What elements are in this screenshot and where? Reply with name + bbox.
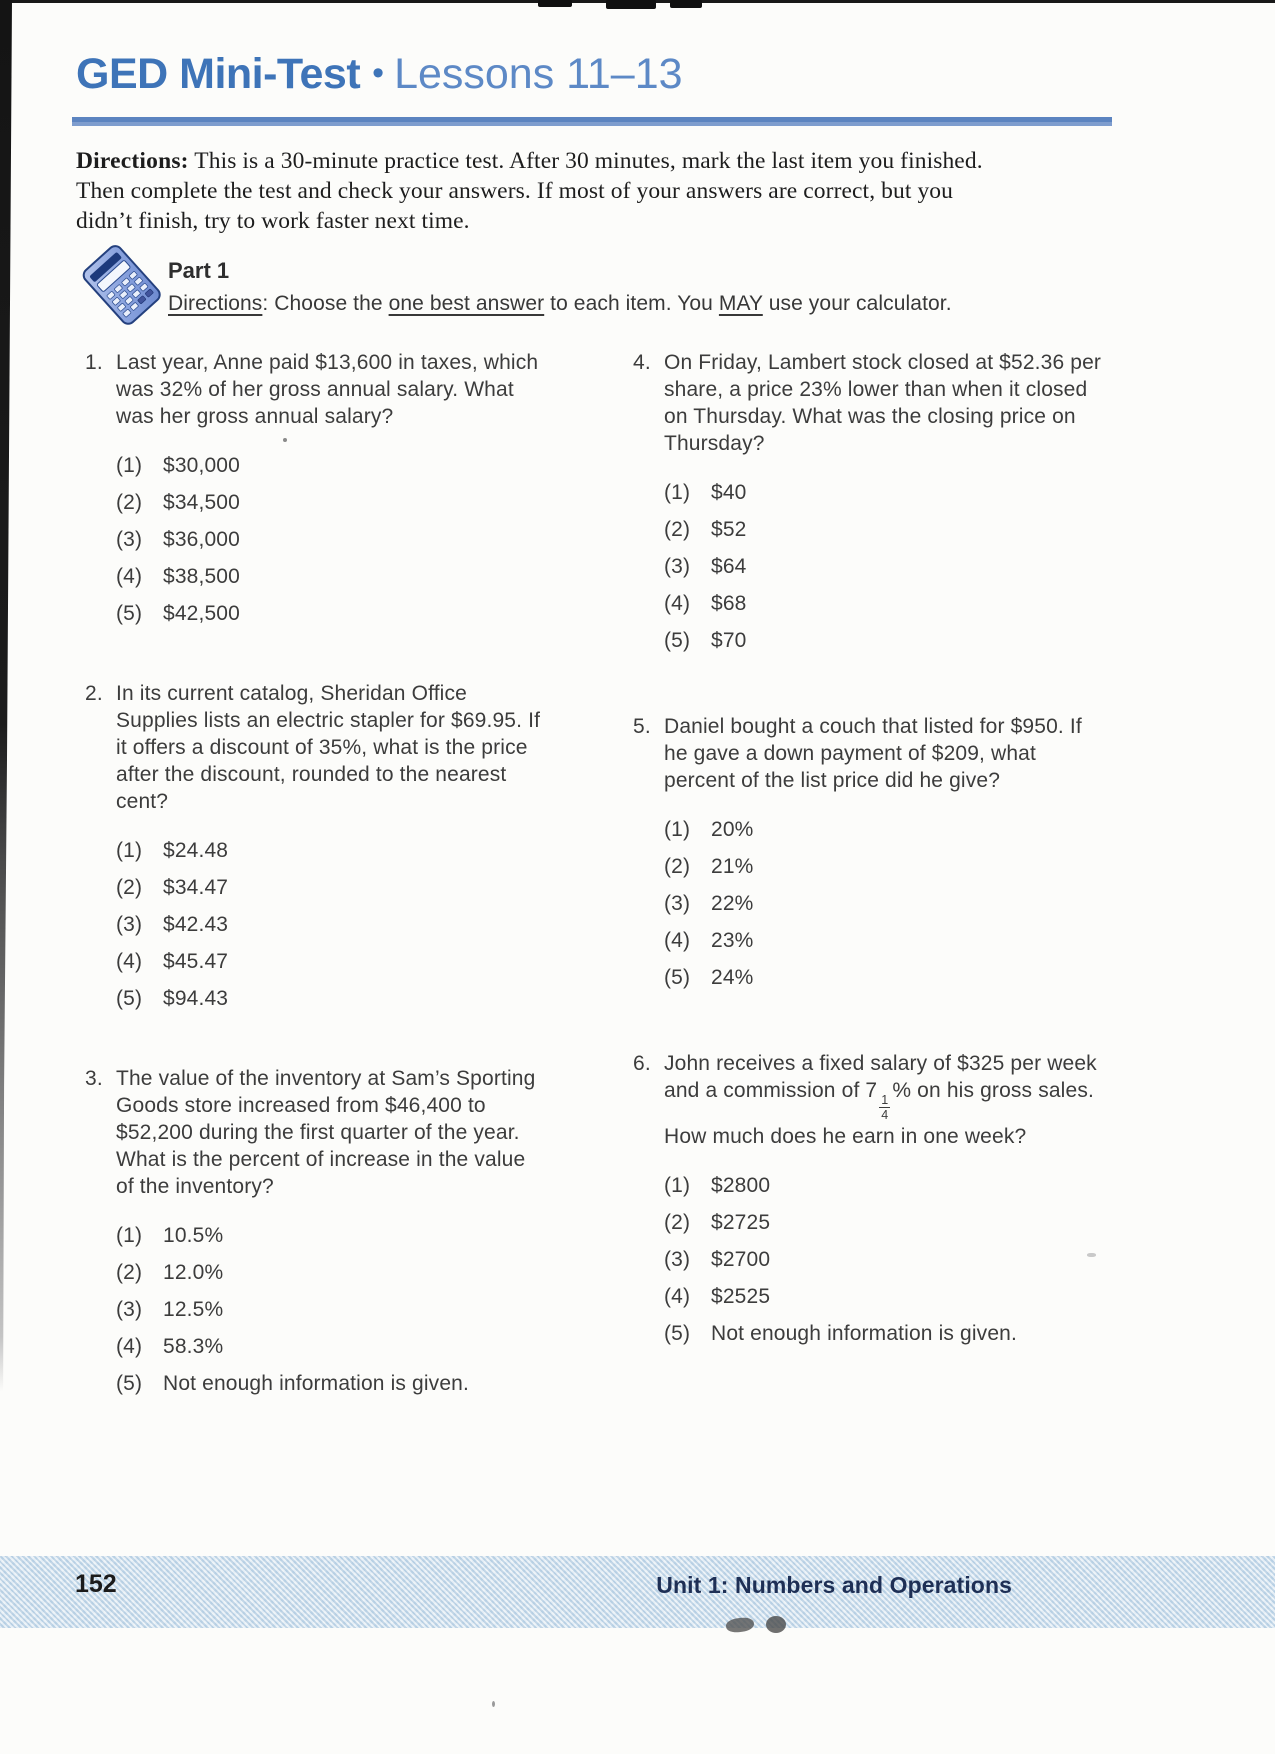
fraction-denominator: 4 <box>881 1108 889 1123</box>
question-text <box>116 349 538 430</box>
question-text <box>116 680 540 815</box>
question-line: cent? <box>116 790 169 813</box>
underlined-text: one best answer <box>388 292 545 315</box>
question-line: The value of the inventory at Sam’s Sporting <box>116 1067 536 1090</box>
option-row <box>116 1296 563 1323</box>
option-text: Not enough information is given. <box>711 1321 1017 1345</box>
footer-band <box>0 1556 1275 1628</box>
plain-text: to each item. You <box>544 292 719 315</box>
option-row <box>116 600 563 627</box>
question-row <box>85 349 563 430</box>
questions-column-right <box>633 349 1125 1406</box>
question-item <box>85 1065 563 1397</box>
options-list <box>85 1222 563 1397</box>
scan-artifact-blob <box>538 0 572 7</box>
option-text: 12.0% <box>163 1261 224 1284</box>
part1-directions <box>168 292 952 316</box>
option-row <box>116 1259 563 1286</box>
option-label: (2) <box>664 518 691 541</box>
question-line: was her gross annual salary? <box>116 405 394 428</box>
question-row <box>85 680 563 815</box>
option-text: $94.43 <box>163 987 229 1010</box>
page-title-main: GED Mini-Test <box>76 50 361 98</box>
directions-line: Directions: This is a 30-minute practice test. After 30 minutes, mark the last item you finished. <box>76 148 983 174</box>
option-row <box>116 452 563 479</box>
directions-line: Then complete the test and check your answers. If most of your answers are correct, but you <box>76 178 953 204</box>
question-number: 1. <box>85 351 103 374</box>
option-label: (1) <box>116 454 143 477</box>
option-text: $34,500 <box>163 491 240 514</box>
title-double-rule <box>72 117 1112 126</box>
question-row <box>633 349 1125 457</box>
page-number: 152 <box>75 1570 117 1598</box>
fraction-numerator: 1 <box>881 1093 889 1107</box>
option-text: 12.5% <box>163 1298 224 1321</box>
question-line: of the inventory? <box>116 1175 274 1198</box>
option-row <box>664 590 1125 617</box>
option-label: (4) <box>116 950 143 973</box>
fraction-prefix: and a commission of 7 <box>664 1079 878 1102</box>
option-text: 20% <box>711 818 754 841</box>
unit-title: Unit 1: Numbers and Operations <box>656 1572 1012 1598</box>
options-list <box>85 837 563 1012</box>
options-list <box>633 1172 1125 1347</box>
question-line: on Thursday. What was the closing price on <box>664 405 1076 428</box>
question-line: What is the percent of increase in the value <box>116 1148 526 1171</box>
option-row <box>116 1370 563 1397</box>
scan-artifact-left-edge <box>0 0 12 1392</box>
fraction-suffix: % on his gross sales. <box>892 1079 1094 1102</box>
title-separator-bullet: • <box>372 54 385 92</box>
directions-label: Directions: <box>76 148 189 174</box>
option-label: (4) <box>116 1335 143 1358</box>
option-row <box>116 837 563 864</box>
option-label: (5) <box>664 966 691 989</box>
option-row <box>116 1222 563 1249</box>
part1-heading: Part 1 <box>168 258 230 283</box>
question-row <box>633 713 1125 794</box>
option-text: 22% <box>711 892 754 915</box>
option-text: $64 <box>711 555 747 578</box>
option-row <box>664 1172 1125 1199</box>
question-number: 2. <box>85 682 103 705</box>
question-line: Supplies lists an electric stapler for $69.95. If <box>116 709 541 732</box>
option-label: (4) <box>664 1284 691 1308</box>
options-list <box>633 479 1125 654</box>
option-label: (3) <box>116 1298 143 1321</box>
option-text: $36,000 <box>163 528 240 551</box>
option-text: $68 <box>711 592 747 615</box>
option-text: Not enough information is given. <box>163 1372 469 1395</box>
fraction <box>879 1093 890 1123</box>
option-text: $42.43 <box>163 913 229 936</box>
question-item <box>633 1050 1125 1347</box>
option-row <box>664 816 1125 843</box>
question-line: Thursday? <box>664 432 765 455</box>
question-line: was 32% of her gross annual salary. What <box>116 378 514 401</box>
option-label: (2) <box>664 1210 691 1234</box>
option-row <box>664 1283 1125 1310</box>
option-row <box>664 627 1125 654</box>
option-row <box>116 1333 563 1360</box>
question-line: $52,200 during the first quarter of the year. <box>116 1121 520 1144</box>
option-row <box>116 985 563 1012</box>
option-label: (4) <box>664 929 691 952</box>
question-row <box>85 1065 563 1200</box>
option-label: (5) <box>664 1321 691 1345</box>
option-text: $2525 <box>711 1284 771 1308</box>
question-number: 5. <box>633 715 651 738</box>
option-text: $30,000 <box>163 454 240 477</box>
option-row <box>664 1320 1125 1347</box>
scan-artifact-blob <box>606 0 656 9</box>
question-line: it offers a discount of 35%, what is the price <box>116 736 528 759</box>
option-label: (3) <box>664 555 691 578</box>
question-line: In its current catalog, Sheridan Office <box>116 682 467 705</box>
option-row <box>116 526 563 553</box>
option-label: (1) <box>116 1224 143 1247</box>
scan-artifact-blob <box>670 0 702 8</box>
underlined-text: MAY <box>718 292 763 315</box>
scan-artifact-speck <box>492 1701 495 1707</box>
question-row <box>633 1050 1125 1150</box>
option-row <box>664 964 1125 991</box>
option-row <box>664 516 1125 543</box>
option-label: (1) <box>664 818 691 841</box>
question-text <box>664 1050 1097 1150</box>
question-number: 6. <box>633 1052 651 1075</box>
option-text: 23% <box>711 929 754 952</box>
question-line: How much does he earn in one week? <box>664 1124 1027 1148</box>
option-row <box>664 927 1125 954</box>
option-label: (2) <box>116 1261 143 1284</box>
question-text <box>664 713 1082 794</box>
plain-text: : Choose the <box>262 292 389 315</box>
question-line: after the discount, rounded to the nearest <box>116 763 507 786</box>
question-line: John receives a fixed salary of $325 per week <box>664 1052 1097 1075</box>
option-row <box>664 1209 1125 1236</box>
question-text <box>116 1065 535 1200</box>
option-text: $45.47 <box>163 950 229 973</box>
question-line: Last year, Anne paid $13,600 in taxes, which <box>116 351 539 374</box>
option-label: (3) <box>116 913 143 936</box>
question-line: Daniel bought a couch that listed for $950. If <box>664 715 1082 738</box>
option-label: (1) <box>116 839 143 862</box>
option-row <box>664 553 1125 580</box>
question-item <box>85 680 563 1012</box>
directions-line: didn’t finish, try to work faster next time. <box>76 208 470 234</box>
option-row <box>664 479 1125 506</box>
question-number: 4. <box>633 351 651 374</box>
option-row <box>116 489 563 516</box>
option-row <box>116 874 563 901</box>
question-item <box>633 349 1125 654</box>
option-row <box>116 911 563 938</box>
option-label: (1) <box>664 481 691 504</box>
option-text: 10.5% <box>163 1224 224 1247</box>
option-text: $52 <box>711 518 747 541</box>
page-title <box>76 50 683 99</box>
option-text: $40 <box>711 481 747 504</box>
question-item <box>633 713 1125 991</box>
option-label: (4) <box>664 592 691 615</box>
option-row <box>664 1246 1125 1273</box>
option-text: $2700 <box>711 1247 771 1271</box>
option-label: (3) <box>664 1247 691 1271</box>
question-line: percent of the list price did he give? <box>664 769 1001 792</box>
option-label: (5) <box>116 1372 143 1395</box>
option-text: $2725 <box>711 1210 771 1234</box>
option-label: (3) <box>664 892 691 915</box>
option-text: $42,500 <box>163 602 240 625</box>
question-line: Goods store increased from $46,400 to <box>116 1094 486 1117</box>
option-label: (5) <box>116 987 143 1010</box>
options-list <box>85 452 563 627</box>
calculator-icon <box>76 242 168 333</box>
option-row <box>116 948 563 975</box>
questions-column-left <box>85 349 563 1450</box>
question-line: On Friday, Lambert stock closed at $52.36 per <box>664 351 1102 374</box>
options-list <box>633 816 1125 991</box>
option-text: 21% <box>711 855 754 878</box>
question-number: 3. <box>85 1067 103 1090</box>
page-title-lessons: Lessons 11–13 <box>394 50 683 98</box>
plain-text: use your calculator. <box>762 292 952 315</box>
scan-artifact-smudge <box>766 1616 786 1633</box>
part1-section <box>76 258 952 316</box>
directions-paragraph <box>76 146 1136 236</box>
option-label: (2) <box>664 855 691 878</box>
question-line <box>664 1077 1097 1123</box>
option-row <box>116 563 563 590</box>
option-label: (2) <box>116 491 143 514</box>
question-line: he gave a down payment of $209, what <box>664 742 1036 765</box>
option-text: $34.47 <box>163 876 229 899</box>
option-label: (4) <box>116 565 143 588</box>
option-text: $38,500 <box>163 565 240 588</box>
question-item <box>85 349 563 627</box>
option-label: (3) <box>116 528 143 551</box>
option-text: $2800 <box>711 1173 771 1197</box>
option-label: (2) <box>116 876 143 899</box>
question-line: share, a price 23% lower than when it closed <box>664 378 1088 401</box>
option-text: 58.3% <box>163 1335 224 1358</box>
underlined-text: Directions <box>168 292 263 315</box>
option-row <box>664 853 1125 880</box>
question-text <box>664 349 1101 457</box>
option-text: $24.48 <box>163 839 229 862</box>
option-row <box>664 890 1125 917</box>
option-label: (5) <box>116 602 143 625</box>
option-text: 24% <box>711 966 754 989</box>
option-label: (5) <box>664 629 691 652</box>
option-label: (1) <box>664 1173 691 1197</box>
option-text: $70 <box>711 629 747 652</box>
